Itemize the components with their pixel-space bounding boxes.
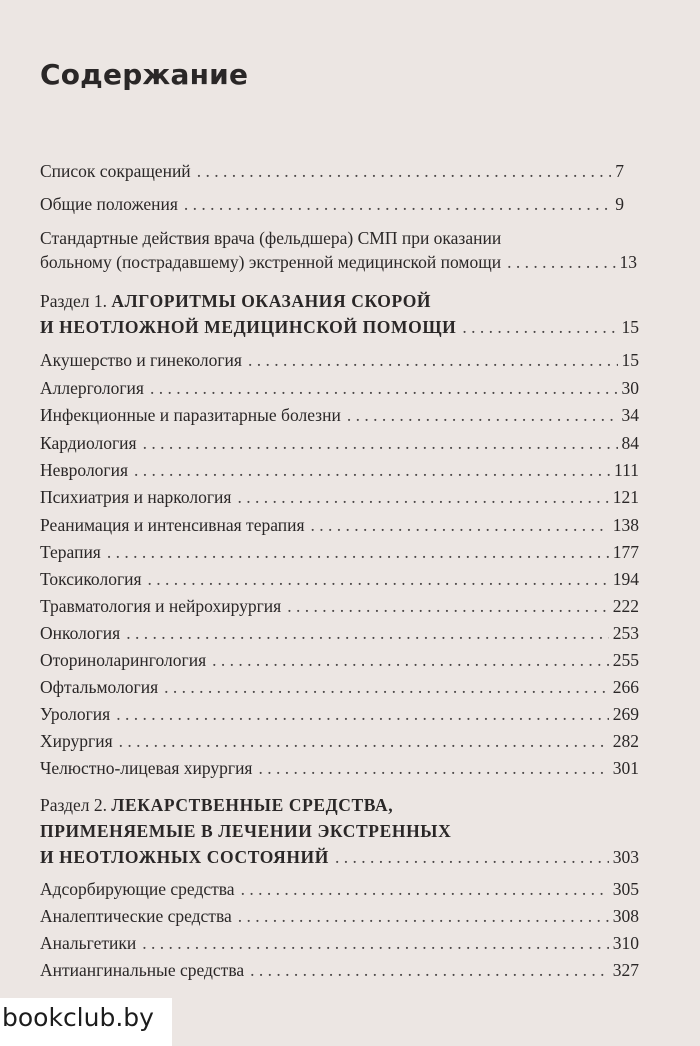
toc-entry-page: 305	[612, 879, 639, 899]
toc-entry[interactable]	[40, 432, 639, 454]
toc-entry-label: Челюстно-лицевая хирургия	[40, 758, 253, 778]
toc-entry-page: 269	[612, 704, 639, 724]
dot-leader	[507, 251, 615, 273]
toc-entry-label: Список сокращений	[40, 161, 191, 181]
toc-entry-label: Адсорбирующие средства	[40, 879, 235, 899]
toc-entry-label: Кардиология	[40, 433, 137, 453]
section2-title-line3: И НЕОТЛОЖНЫХ СОСТОЯНИЙ	[40, 847, 329, 867]
toc-entry-label: Антиангинальные средства	[40, 960, 245, 980]
toc-entry[interactable]	[40, 959, 639, 981]
toc-entry[interactable]	[40, 622, 639, 644]
toc-entry-page: 30	[621, 378, 639, 398]
dot-leader	[250, 959, 609, 981]
toc-entry[interactable]	[40, 193, 624, 215]
toc-entry-label: Офтальмология	[40, 677, 159, 697]
toc-entry-label: Аллергология	[40, 378, 144, 398]
section1-title-line1: АЛГОРИТМЫ ОКАЗАНИЯ СКОРОЙ	[111, 291, 432, 311]
dot-leader	[148, 568, 609, 590]
dot-leader	[347, 404, 618, 426]
toc-entry-label: Онкология	[40, 623, 121, 643]
toc-entry-label: Аналептические средства	[40, 906, 232, 926]
section2-prefix: Раздел 2.	[40, 795, 108, 815]
dot-leader	[259, 757, 609, 779]
toc-entry-page: 121	[612, 487, 639, 507]
section1-heading[interactable]	[40, 316, 639, 338]
dot-leader	[462, 316, 617, 338]
toc-entry-page: 84	[621, 433, 639, 453]
toc-entry-page: 253	[612, 623, 639, 643]
toc-entry-label: Травматология и нейрохирургия	[40, 596, 282, 616]
dot-leader	[134, 459, 610, 481]
dot-leader	[107, 541, 609, 563]
toc-entry-label: Общие положения	[40, 194, 178, 214]
toc-entry-label: Акушерство и гинекология	[40, 350, 242, 370]
dot-leader	[237, 486, 608, 508]
section1-prefix: Раздел 1.	[40, 291, 108, 311]
toc-entry[interactable]	[40, 932, 639, 954]
toc-entry-page: 194	[612, 569, 639, 589]
dot-leader	[248, 349, 618, 371]
toc-entry-page: 138	[612, 515, 639, 535]
toc-entry-page: 301	[612, 758, 639, 778]
toc-entry[interactable]	[40, 568, 639, 590]
section2-title-line1: ЛЕКАРСТВЕННЫЕ СРЕДСТВА,	[111, 795, 394, 815]
toc-entry[interactable]	[40, 878, 639, 900]
dot-leader	[311, 514, 609, 536]
toc-entry-page: 13	[619, 252, 637, 272]
toc-entry[interactable]	[40, 404, 639, 426]
toc-entry[interactable]	[40, 377, 639, 399]
toc-entry-page: 308	[612, 906, 639, 926]
toc-entry-page: 7	[615, 161, 624, 181]
toc-entry-label: Инфекционные и паразитарные болезни	[40, 405, 341, 425]
dot-leader	[126, 622, 609, 644]
toc-entry[interactable]	[40, 160, 624, 182]
section1-page: 15	[621, 317, 639, 337]
toc-entry-page: 111	[614, 460, 639, 480]
section2-heading[interactable]	[40, 846, 639, 868]
page-title: Содержание	[40, 58, 249, 91]
toc-entry-page: 266	[612, 677, 639, 697]
toc-entry[interactable]	[40, 459, 639, 481]
dot-leader	[241, 878, 609, 900]
toc-entry-label: больному (пострадавшему) экстренной медицинской помощи	[40, 252, 502, 272]
toc-entry-page: 9	[615, 194, 624, 214]
toc-entry-label: Хирургия	[40, 731, 113, 751]
dot-leader	[335, 846, 609, 868]
toc-entry[interactable]	[40, 541, 639, 563]
toc-entry-label: Урология	[40, 704, 111, 724]
toc-entry[interactable]	[40, 703, 639, 725]
toc-entry[interactable]	[40, 730, 639, 752]
dot-leader	[184, 193, 611, 215]
toc-entry[interactable]	[40, 757, 639, 779]
toc-entry[interactable]	[40, 595, 639, 617]
toc-entry-page: 282	[612, 731, 639, 751]
toc-entry-label: Токсикология	[40, 569, 142, 589]
watermark-label: bookclub.by	[0, 998, 172, 1046]
toc-entry[interactable]	[40, 905, 639, 927]
toc-entry-label: Терапия	[40, 542, 101, 562]
dot-leader	[164, 676, 609, 698]
section1-heading-line1[interactable]	[40, 290, 431, 312]
dot-leader	[150, 377, 618, 399]
toc-entry-page: 177	[612, 542, 639, 562]
toc-entry-page: 310	[612, 933, 639, 953]
toc-entry[interactable]	[40, 676, 639, 698]
dot-leader	[238, 905, 609, 927]
toc-entry-page: 34	[621, 405, 639, 425]
toc-entry-label: Неврология	[40, 460, 129, 480]
toc-entry[interactable]	[40, 649, 639, 671]
section2-title-line2[interactable]: ПРИМЕНЯЕМЫЕ В ЛЕЧЕНИИ ЭКСТРЕННЫХ	[40, 821, 452, 841]
dot-leader	[212, 649, 609, 671]
toc-entry-page: 255	[612, 650, 639, 670]
dot-leader	[143, 432, 618, 454]
toc-entry-label: Психиатрия и наркология	[40, 487, 232, 507]
dot-leader	[119, 730, 609, 752]
toc-entry-page: 15	[621, 350, 639, 370]
toc-entry[interactable]	[40, 514, 639, 536]
toc-entry-label: Анальгетики	[40, 933, 137, 953]
toc-entry-label-line1[interactable]: Стандартные действия врача (фельдшера) СМП при оказании	[40, 228, 502, 248]
dot-leader	[197, 160, 612, 182]
toc-entry[interactable]	[40, 349, 639, 371]
dot-leader	[287, 595, 609, 617]
toc-entry[interactable]	[40, 486, 639, 508]
toc-entry-page: 327	[612, 960, 639, 980]
section1-title-line2: И НЕОТЛОЖНОЙ МЕДИЦИНСКОЙ ПОМОЩИ	[40, 317, 457, 337]
dot-leader	[142, 932, 609, 954]
section2-page: 303	[612, 847, 639, 867]
toc-entry-label: Оториноларингология	[40, 650, 207, 670]
toc-entry-label: Реанимация и интенсивная терапия	[40, 515, 305, 535]
toc-entry-page: 222	[612, 596, 639, 616]
toc-entry[interactable]	[40, 251, 637, 273]
section2-heading-line1[interactable]	[40, 794, 393, 816]
dot-leader	[116, 703, 609, 725]
